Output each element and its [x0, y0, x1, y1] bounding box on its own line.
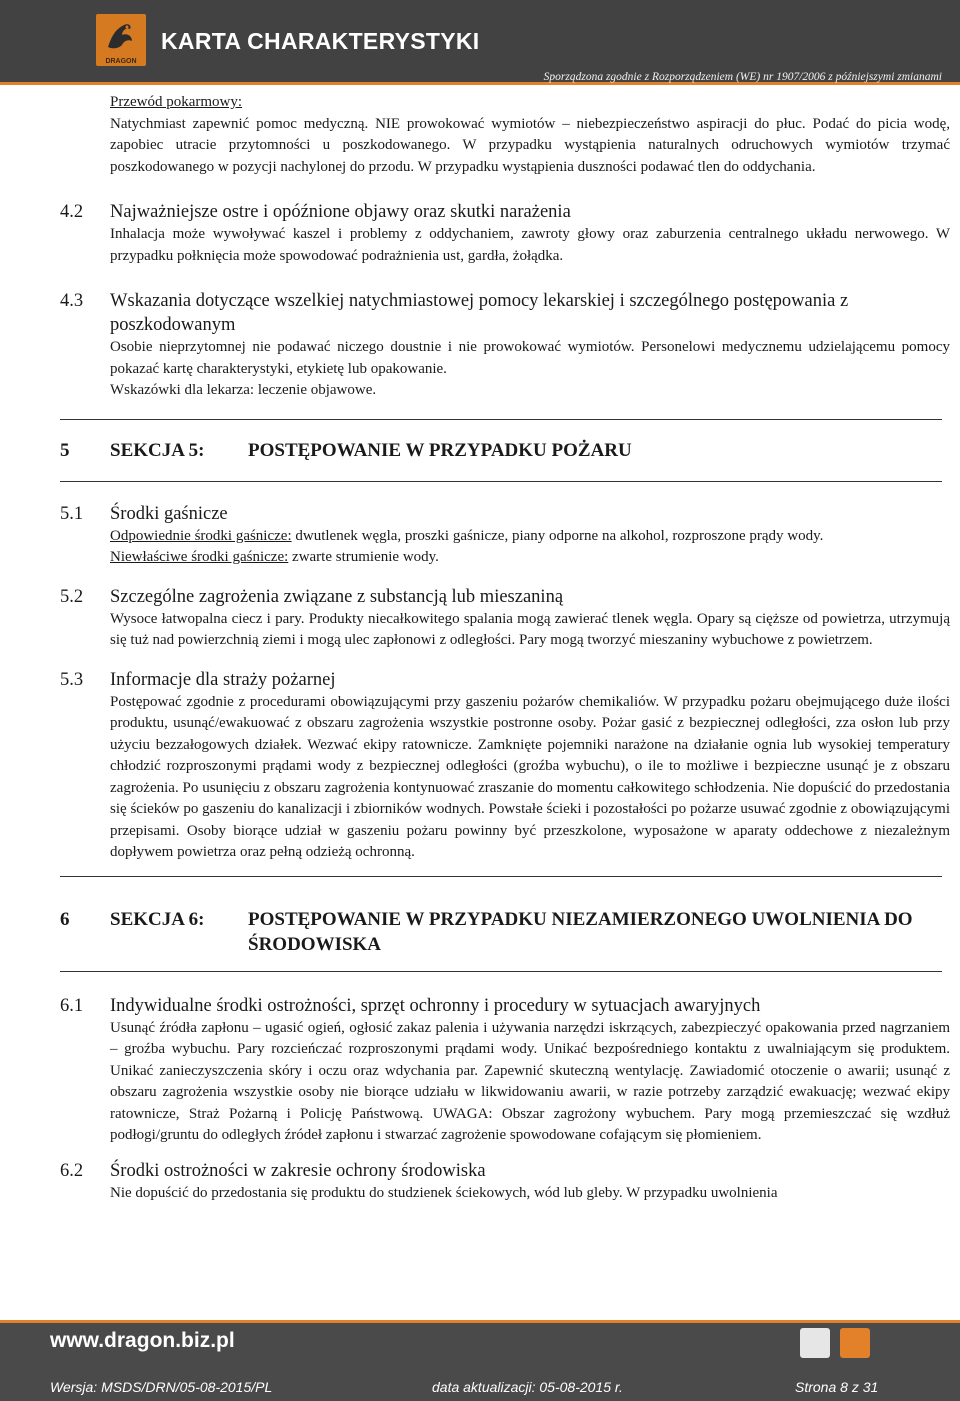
subsection-title: Środki ostrożności w zakresie ochrony środowiska: [110, 1160, 486, 1181]
section-title: POSTĘPOWANIE W PRZYPADKU POŻARU: [248, 439, 632, 461]
section-divider: [60, 876, 942, 877]
section-heading-5: [60, 438, 950, 463]
subsection-number: 6.2: [60, 1160, 84, 1181]
subsection-heading-4-2: [60, 200, 950, 224]
suitable-media-label: Odpowiednie środki gaśnicze:: [110, 527, 292, 544]
section-number: 5: [60, 439, 70, 461]
section-heading-6: [60, 907, 950, 957]
page-number: Strona 8 z 31: [795, 1379, 879, 1395]
subsection-text-4-3: Osobie nieprzytomnej nie podawać niczego doustnie i nie prowokować wymiotów. Personelowi medycznemu udzielającemu pomocy pokazać kartę charakterystyki, etykietę lub opakowanie.: [110, 339, 950, 377]
subsection-heading-4-3: [60, 289, 950, 337]
subsection-number: 5.3: [60, 669, 84, 690]
footer-square-orange: [840, 1328, 870, 1358]
document-version: Wersja: MSDS/DRN/05-08-2015/PL: [50, 1379, 273, 1395]
subsection-heading-5-3: [60, 668, 950, 692]
logo-text: DRAGON: [105, 58, 137, 65]
section-divider: [60, 419, 942, 420]
subsection-number: 5.1: [60, 503, 84, 524]
page-header: [0, 0, 960, 85]
ingestion-text: Natychmiast zapewnić pomoc medyczną. NIE prowokować wymiotów – niebezpieczeństwo aspiracji do płuc. Podać do picia wodę, zapobiec utracie przytomności u poszkodowanego. W przypadku wystąpienia naturalnych odruchowych wymiotów trzymać poszkodowanego w pozycji nachylonej do przodu. W przypadku wystąpienia duszności podawać tlen do oddychania.: [110, 115, 950, 175]
subsection-text-6-1: Usunąć źródła zapłonu – ugasić ogień, ogłosić zakaz palenia i używania narzędzi iskrzących, zabezpieczyć opakowania przed nagrzaniem – groźba wybuchu. Pary rozcieńczać rozproszonymi prądami wody. Unikać bezpośredniego kontaktu z uwalniającym się produktem. Unikać zanieczyszczenia skóry i oczu oraz wdychania par. Zapewnić skuteczną wentylację. Zawiadomić otoczenie o awarii; usunąć z obszaru zagrożenia wszystkie osoby nie biorące udziału w likwidowaniu awarii, w razie potrzeby zarządzić ewakuację; wezwać ekipy ratownicze, Straż Pożarną i Policję Państwową. UWAGA: Obszar zagrożony wybuchem. Pary mogą przemieszczać się wzdłuż podłogi/gruntu do odległych źródeł zapłonu i stwarzać zagrożenie spowodowane cofającym się płomieniem.: [110, 1019, 950, 1143]
subsection-text-6-2: Nie dopuścić do przedostania się produktu do studzienek ściekowych, wód lub gleby. W przypadku uwolnienia: [110, 1184, 778, 1201]
subsection-heading-6-1: [60, 994, 950, 1018]
subsection-heading-5-2: [60, 585, 950, 609]
subsection-title: Informacje dla straży pożarnej: [110, 669, 336, 690]
unsuitable-media-text: zwarte strumienie wody.: [288, 549, 439, 565]
subsection-title: Szczególne zagrożenia związane z substancją lub mieszaniną: [110, 586, 564, 607]
section-divider: [60, 971, 942, 972]
suitable-media-text: dwutlenek węgla, proszki gaśnicze, piany odporne na alkohol, rozproszone prądy wody.: [291, 527, 824, 544]
subsection-title: Indywidualne środki ostrożności, sprzęt ochronny i procedury w sytuacjach awaryjnych: [110, 995, 761, 1016]
section-number: 6: [60, 908, 70, 930]
dragon-emblem-icon: [102, 17, 140, 55]
subsection-number: 6.1: [60, 995, 84, 1016]
website-link[interactable]: www.dragon.biz.pl: [50, 1329, 235, 1352]
document-body: [60, 92, 950, 1204]
subsection-heading-6-2: [60, 1159, 950, 1183]
subsection-title: Najważniejsze ostre i opóźnione objawy oraz skutki narażenia: [110, 202, 571, 222]
document-title: KARTA CHARAKTERYSTYKI: [161, 28, 480, 54]
section-divider: [60, 481, 942, 482]
section-label: SEKCJA 6:: [110, 908, 205, 930]
subsection-title: Środki gaśnicze: [110, 503, 228, 524]
subsection-title: Wskazania dotyczące wszelkiej natychmiastowej pomocy lekarskiej i szczególnego postępowania z poszkodowanym: [110, 291, 849, 335]
update-date: data aktualizacji: 05-08-2015 r.: [432, 1379, 623, 1395]
unsuitable-media-label: Niewłaściwe środki gaśnicze:: [110, 549, 289, 565]
dragon-logo: [96, 14, 146, 66]
physician-note: Wskazówki dla lekarza: leczenie objawowe.: [110, 382, 377, 398]
ingestion-label: Przewód pokarmowy:: [110, 94, 243, 110]
page-footer: [0, 1320, 960, 1401]
section-label: SEKCJA 5:: [110, 439, 205, 461]
unsuitable-media: [110, 547, 950, 569]
subsection-number: 5.2: [60, 586, 84, 607]
subsection-heading-5-1: [60, 502, 950, 526]
section-title: POSTĘPOWANIE W PRZYPADKU NIEZAMIERZONEGO UWOLNIENIA DO ŚRODOWISKA: [248, 908, 913, 955]
subsection-number: 4.3: [60, 291, 84, 311]
subsection-text-4-2: Inhalacja może wywoływać kaszel i problemy z oddychaniem, zawroty głowy oraz zaburzenia centralnego układu nerwowego. W przypadku połknięcia może spowodować podrażnienia ust, gardła, żołądka.: [110, 226, 950, 264]
suitable-media: [110, 526, 950, 548]
subsection-text-5-3: Postępować zgodnie z procedurami obowiązującymi przy gaszeniu pożarów chemikaliów. W przypadku pożaru obejmującego duże ilości produktu, usunąć/ewakuować z obszaru zagrożenia wszystkie postronne osoby. Pożar gasić z bezpiecznej odległości, zza osłon lub przy użyciu bezzałogowych działek. Wezwać ekipy ratownicze. Zamknięte pojemniki narażone na działanie ognia lub wysokiej temperatury chłodzić rozproszonymi prądami wody z bezpiecznej odległości (groźba wybuchu), o ile to możliwe i bezpieczne usunąć je z obszaru zagrożenia. Po usunięciu z obszaru zagrożenia kontynuować zraszanie do momentu całkowitego schłodzenia. Nie dopuścić do przedostania się ścieków po gaszeniu do kanalizacji i zbiorników wodnych. Powstałe ścieki i pozostałości po pożarze usuwać zgodnie z obowiązującymi przepisami. Osoby biorące udział w gaszeniu pożaru powinny być przeszkolone, wyposażone w aparaty oddechowe z niezależnym dopływem powietrza oraz pełną odzieżą ochronną.: [110, 693, 950, 860]
regulation-note: Sporządzona zgodnie z Rozporządzeniem (WE) nr 1907/2006 z późniejszymi zmianami: [543, 71, 942, 83]
subsection-number: 4.2: [60, 202, 84, 222]
ingestion-block: [110, 92, 950, 178]
footer-square-light: [800, 1328, 830, 1358]
subsection-text-5-2: Wysoce łatwopalna ciecz i pary. Produkty niecałkowitego spalania mogą zawierać tlenek węgla. Opary są cięższe od powietrza, utrzymują się tuż nad powierzchnią ziemi i mogą ulec zapłonowi z odległości. Pary mogą tworzyć mieszaniny wybuchowe z powietrzem.: [110, 610, 950, 648]
